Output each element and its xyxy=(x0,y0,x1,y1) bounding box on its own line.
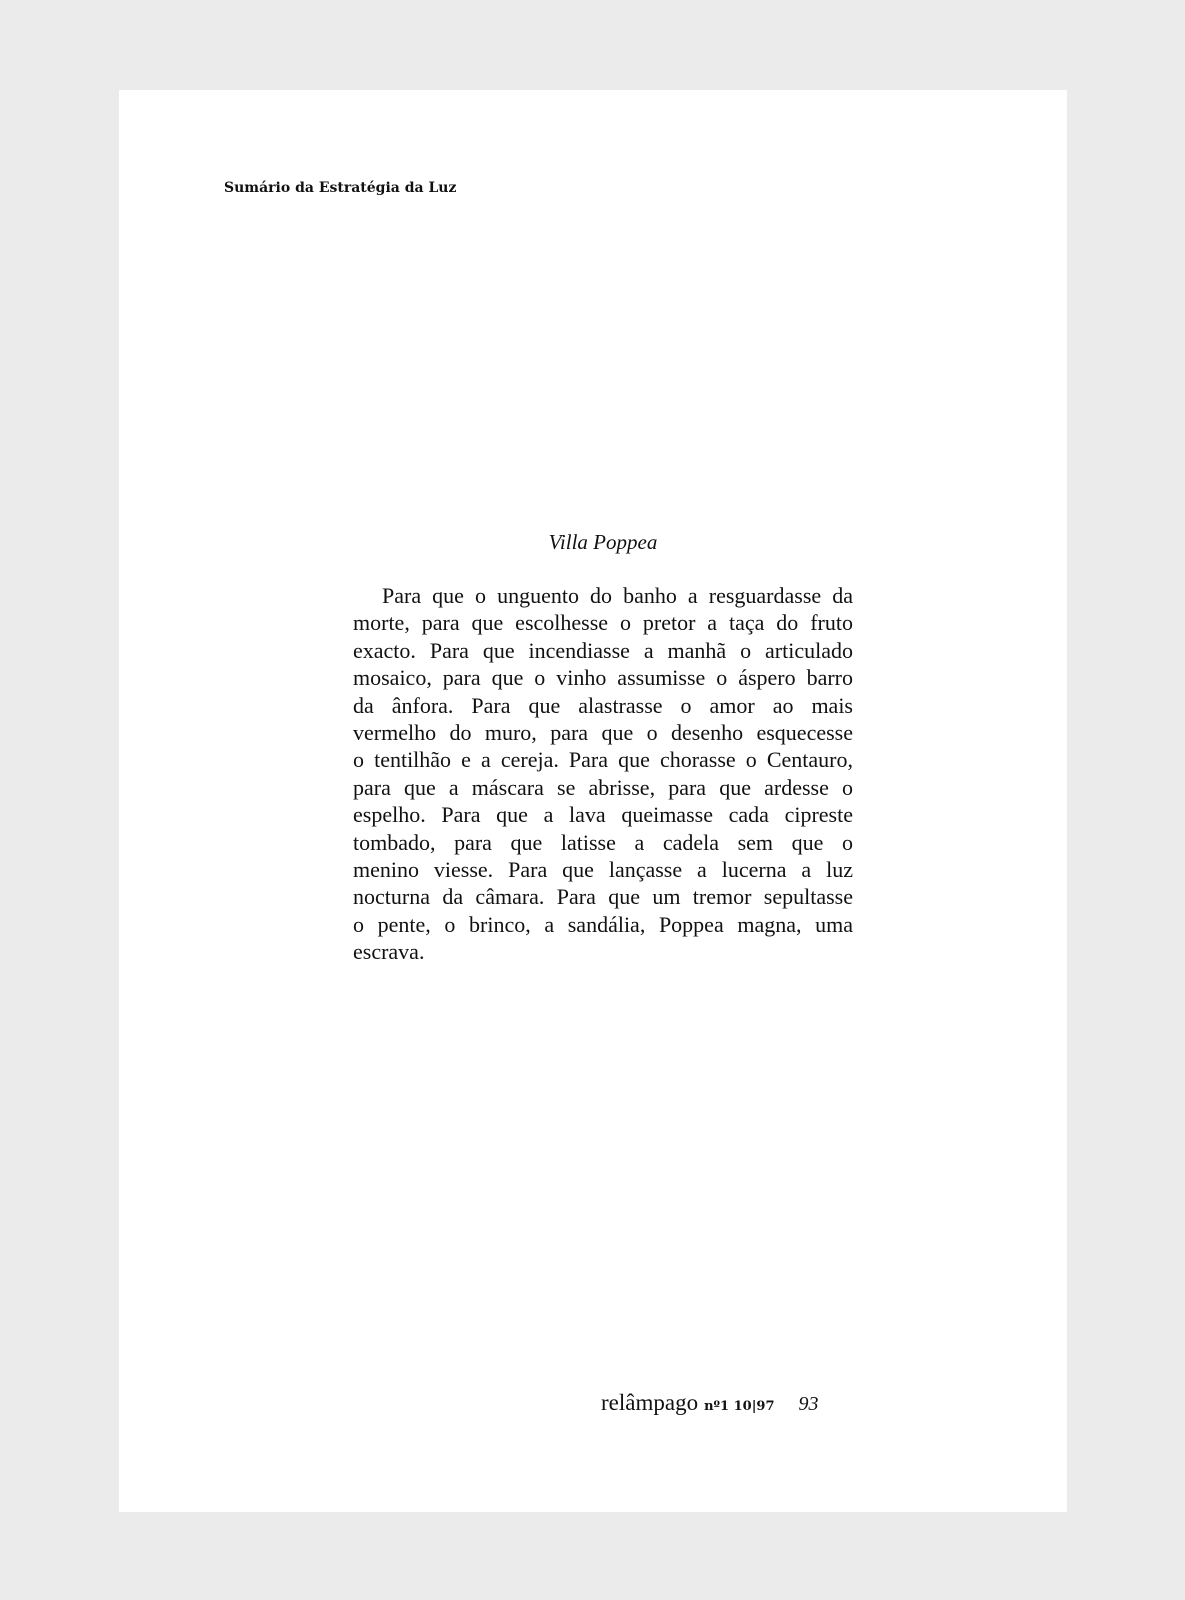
poem-line: tombado, para que latisse a cadela sem que o xyxy=(353,829,853,855)
poem-line: espelho. Para que a lava queimasse cada cipreste xyxy=(353,802,853,828)
poem-line: para que a máscara se abrisse, para que ardesse o xyxy=(353,774,853,800)
poem-line: morte, para que escolhesse o pretor a taça do fruto xyxy=(353,610,853,636)
poem-line: Para que o unguento do banho a resguardasse da xyxy=(382,583,853,608)
poem-line: o tentilhão e a cereja. Para que chorasse o Centauro, xyxy=(353,747,853,773)
magazine-name: relâmpago xyxy=(601,1390,699,1415)
poem-line: da ânfora. Para que alastrasse o amor ao mais xyxy=(353,692,853,718)
poem-line: nocturna da câmara. Para que um tremor sepultasse xyxy=(353,884,853,910)
poem-line: exacto. Para que incendiasse a manhã o articulado xyxy=(353,637,853,663)
page-footer xyxy=(601,1390,819,1416)
poem-body xyxy=(353,582,853,966)
page-number: 93 xyxy=(798,1393,819,1415)
issue-number: nº1 10|97 xyxy=(704,1399,775,1414)
poem-line: o pente, o brinco, a sandália, Poppea magna, uma xyxy=(353,911,853,937)
poem-line: vermelho do muro, para que o desenho esquecesse xyxy=(353,720,853,746)
poem-line: menino viesse. Para que lançasse a lucerna a luz xyxy=(353,857,853,883)
poem-line: escrava. xyxy=(353,939,425,965)
poem-title: Villa Poppea xyxy=(548,530,658,554)
poem-line: mosaico, para que o vinho assumisse o áspero barro xyxy=(353,665,853,691)
running-head: Sumário da Estratégia da Luz xyxy=(224,180,457,196)
page-sheet xyxy=(119,90,1067,1512)
